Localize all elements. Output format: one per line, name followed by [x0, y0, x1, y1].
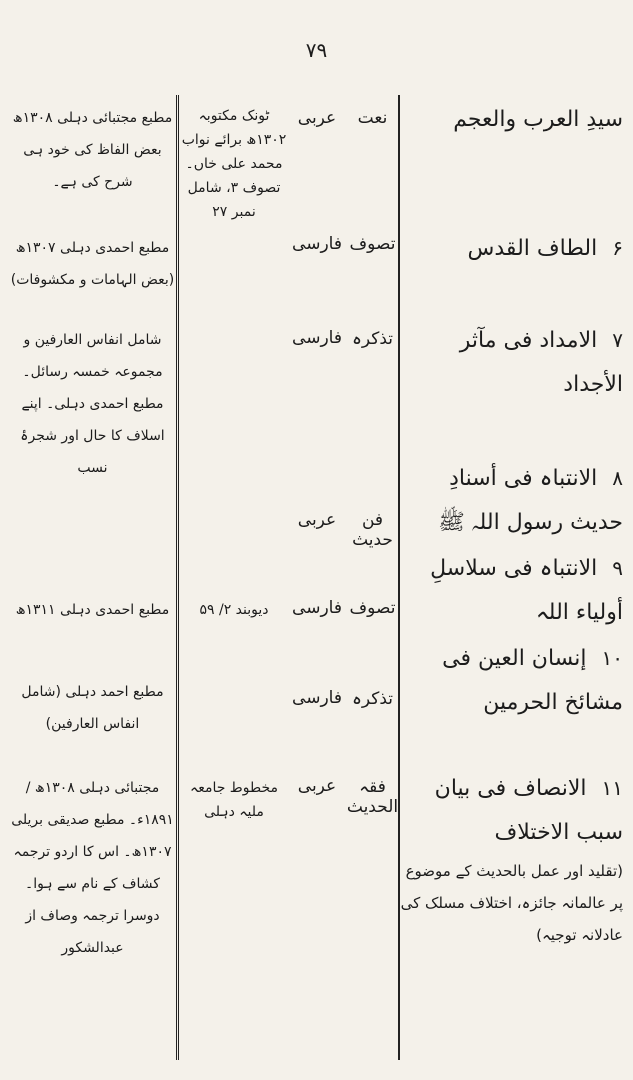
subject-cell: تصوف — [349, 598, 396, 618]
title-cell — [398, 98, 623, 142]
title-cell — [398, 226, 623, 271]
subject-cell: تذکرہ — [351, 329, 394, 349]
subject-cell: فقہ الحدیث — [346, 777, 399, 817]
language-cell: فارسی — [292, 688, 342, 708]
subject-cell: تذکرہ — [351, 689, 394, 709]
manuscript-cell: ٹونک مکتوبہ ۱۳۰۲ھ برائے نواب محمد علی خاں۔ تصوف ۳، شامل نمبر ۲۷ — [181, 108, 287, 220]
item-title-line: الأجداد — [563, 372, 623, 397]
item-title-line: إنسان العین فی — [442, 646, 587, 671]
manuscript-cell: دیوبند ۲/ ۵۹ — [199, 602, 269, 618]
language-cell: عربی — [297, 510, 337, 530]
title-cell — [398, 766, 623, 951]
title-cell — [398, 318, 623, 407]
item-title-line: الانتباہ فی سلاسلِ — [430, 556, 598, 581]
language-cell: فارسی — [292, 328, 342, 348]
item-title-line: أولیاء اللہ — [535, 600, 623, 625]
manuscript-cell: مخطوط جامعہ ملیہ دہلی — [189, 780, 279, 820]
item-number: ۷ — [612, 328, 623, 352]
printed-cell: مطبع احمد دہلی (شامل انفاس العارفین) — [21, 684, 164, 732]
title-cell — [398, 546, 623, 635]
item-number: ۹ — [612, 556, 623, 580]
item-number: ۱۰ — [601, 646, 623, 670]
language-cell: عربی — [297, 108, 337, 128]
column-divider-manuscript-inner — [176, 95, 177, 1060]
subject-cell: تصوف — [349, 234, 396, 254]
printed-cell: مطبع احمدی دہلی ۱۳۱۱ھ — [15, 602, 170, 618]
title-cell — [398, 456, 623, 545]
printed-cell: شامل انفاس العارفین و مجموعہ خمسہ رسائل۔ مطبع احمدی دہلی۔ اپنے اسلاف کا حال اور شجرۂ نسب — [20, 332, 165, 476]
item-title-line: سبب الاختلاف — [494, 820, 623, 845]
item-title-line: الانتباہ فی أسنادِ — [449, 466, 598, 491]
printed-cell: مجتبائی دہلی ۱۳۰۸ھ / ۱۸۹۱ء۔ مطبع صدیقی بریلی ۱۳۰۷ھ۔ اس کا اردو ترجمہ کشاف کے نام سے ہوا۔ دوسرا ترجمہ وصاف از عبدالشکور — [11, 780, 174, 956]
title-cell — [398, 636, 623, 725]
item-title-line: مشائخ الحرمین — [483, 690, 623, 715]
subject-cell: فن حدیث — [352, 510, 393, 550]
item-title-line: الانصاف فی بیان — [434, 776, 587, 801]
item-number: ۱۱ — [601, 776, 623, 800]
item-number: ۸ — [612, 466, 623, 490]
item-note: (تقلید اور عمل بالحدیث کے موضوع پر عالمانہ جائزہ، اختلاف مسلک کی عادلانہ توجیہ) — [400, 862, 623, 944]
item-title-line: الطاف القدس — [467, 236, 598, 261]
item-title-line: حدیث رسول اللہ ﷺ — [438, 510, 623, 535]
page-number: ۷۹ — [305, 38, 328, 62]
language-cell: عربی — [297, 776, 337, 796]
language-cell: فارسی — [292, 598, 342, 618]
item-title-line: الامداد فی مآثر — [459, 328, 598, 353]
language-cell: فارسی — [292, 234, 342, 254]
item-number: ۶ — [612, 236, 623, 260]
printed-cell: مطبع مجتبائی دہلی ۱۳۰۸ھ بعض الفاظ کی خود ہی شرح کی ہے۔ — [12, 110, 173, 190]
column-divider-manuscript — [178, 95, 179, 1060]
printed-cell: مطبع احمدی دہلی ۱۳۰۷ھ (بعض الہامات و مکشوفات) — [10, 240, 175, 288]
item-title-line: سیدِ العرب والعجم — [453, 107, 623, 132]
subject-cell: نعت — [357, 108, 388, 128]
